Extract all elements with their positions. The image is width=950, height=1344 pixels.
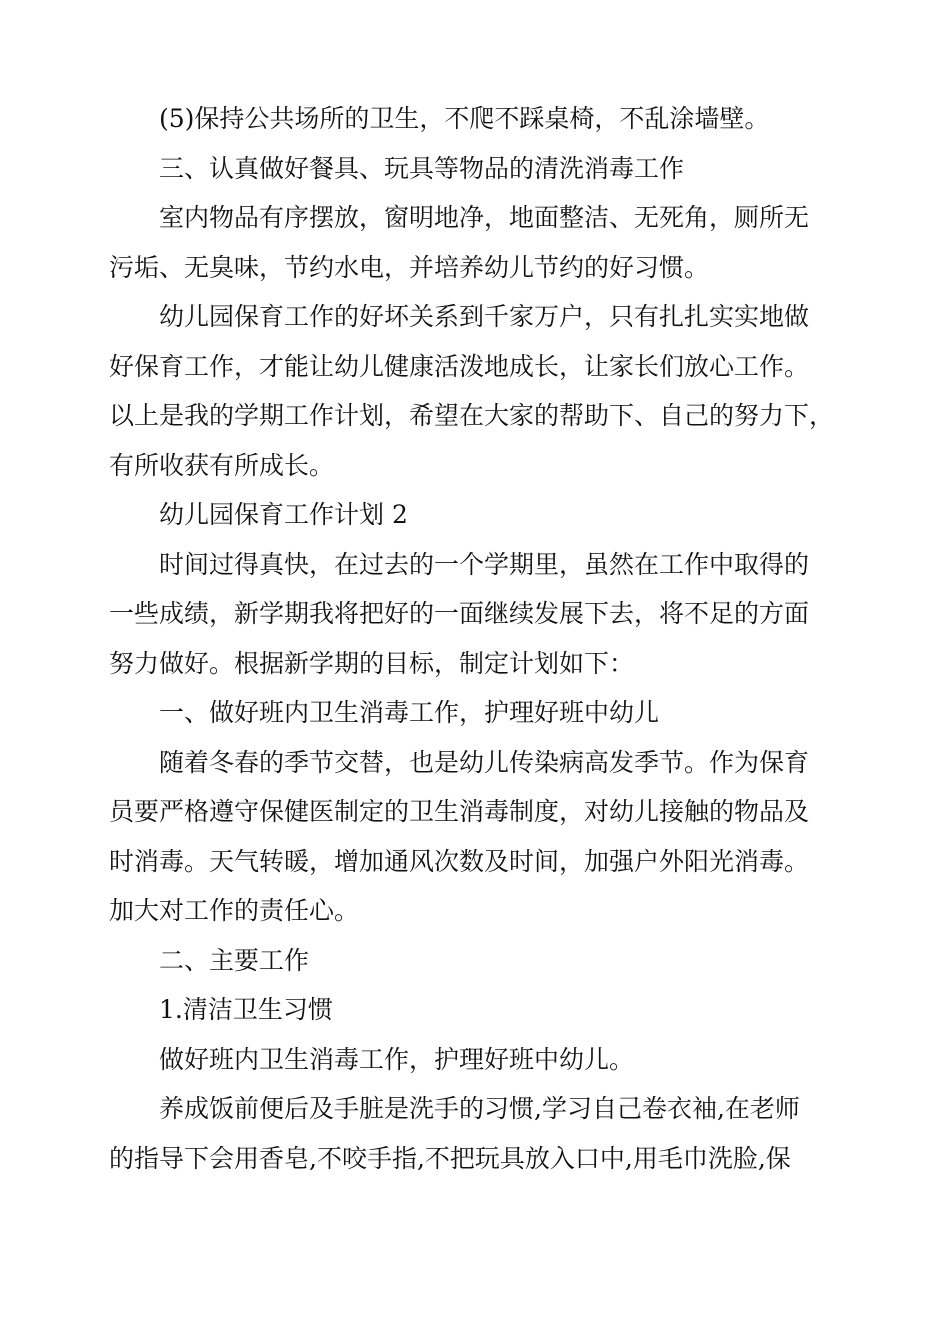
text-line: 1.清洁卫生习惯 — [159, 995, 333, 1024]
paragraph-summary — [109, 292, 836, 490]
text-line: 以上是我的学期工作计划，希望在大家的帮助下、自己的努力下， — [109, 401, 835, 430]
paragraph-item-5 — [109, 94, 836, 144]
paragraph-indoor-items — [109, 193, 836, 292]
text-line: 好保育工作，才能让幼儿健康活泼地成长，让家长们放心工作。 — [109, 351, 810, 381]
text-line: 随着冬春的季节交替，也是幼儿传染病高发季节。作为保育 — [159, 747, 810, 777]
text-line: 加大对工作的责任心。 — [109, 896, 360, 925]
text-line: 一、做好班内卫生消毒工作，护理好班中幼儿 — [159, 698, 660, 727]
text-line: 三、认真做好餐具、玩具等物品的清洗消毒工作 — [159, 153, 685, 183]
text-line: 幼儿园保育工作计划 2 — [159, 500, 408, 529]
text-line: (5)保持公共场所的卫生，不爬不踩桌椅，不乱涂墙壁。 — [159, 104, 770, 133]
text-line: 室内物品有序摆放，窗明地净，地面整洁、无死角，厕所无 — [159, 203, 810, 232]
text-line: 时消毒。天气转暖，增加通风次数及时间，加强户外阳光消毒。 — [109, 846, 810, 876]
text-line: 二、主要工作 — [159, 945, 310, 975]
text-line: 养成饭前便后及手脏是洗手的习惯,学习自己卷衣袖,在老师 — [159, 1094, 800, 1123]
subheading-1 — [109, 985, 836, 1035]
text-line: 员要严格遵守保健医制定的卫生消毒制度，对幼儿接触的物品及 — [109, 797, 810, 826]
section-heading-1 — [109, 688, 836, 738]
text-line: 有所收获有所成长。 — [109, 450, 335, 480]
paragraph-class-hygiene — [109, 1035, 836, 1085]
text-line: 努力做好。根据新学期的目标，制定计划如下： — [109, 648, 635, 678]
text-line: 一些成绩，新学期我将把好的一面继续发展下去，将不足的方面 — [109, 599, 810, 628]
text-line: 的指导下会用香皂,不咬手指,不把玩具放入口中,用毛巾洗脸,保 — [109, 1143, 791, 1173]
text-line: 做好班内卫生消毒工作，护理好班中幼儿。 — [159, 1044, 635, 1074]
plan-title — [109, 490, 836, 540]
paragraph-habits — [109, 1084, 836, 1183]
text-line: 时间过得真快，在过去的一个学期里，虽然在工作中取得的 — [159, 549, 810, 579]
section-heading-3 — [109, 144, 836, 194]
text-line: 幼儿园保育工作的好坏关系到千家万户，只有扎扎实实地做 — [159, 302, 810, 331]
text-line: 污垢、无臭味，节约水电，并培养幼儿节约的好习惯。 — [109, 252, 710, 282]
paragraph-disinfection — [109, 738, 836, 936]
paragraph-intro — [109, 540, 836, 689]
section-heading-2 — [109, 936, 836, 986]
document-body — [109, 94, 836, 1183]
